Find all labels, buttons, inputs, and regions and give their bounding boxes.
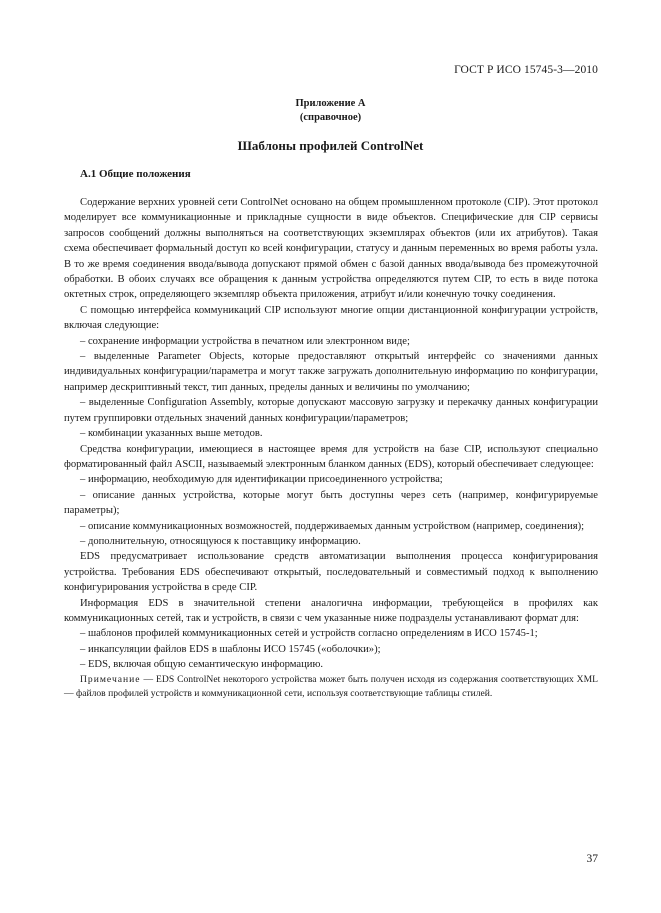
- page-number: 37: [586, 853, 598, 865]
- list-item: – информацию, необходимую для идентификации присоединенного устройства;: [80, 474, 443, 486]
- list-item: – EDS, включая общую семантическую информацию.: [80, 659, 324, 671]
- annex-title: Приложение А: [295, 98, 366, 109]
- paragraph: Информация EDS в значительной степени аналогична информации, требующейся в профилях как коммуникационных сетей, так и устройств, в связи с чем указанные ниже подразделы устанавливают формат для:: [64, 597, 598, 624]
- paragraph: С помощью интерфейса коммуникаций CIP используют многие опции дистанционной конфигурации устройств, включая следующие:: [64, 304, 598, 332]
- list-item: – комбинации указанных выше методов.: [80, 428, 263, 440]
- list-item: – инкапсуляции файлов EDS в шаблоны ИСО 15745 («оболочки»);: [80, 643, 381, 655]
- section-title: А.1 Общие положения: [80, 168, 191, 180]
- paragraph: EDS предусматривает использование средств автоматизации выполнения процесса конфигурирования устройства. Требования EDS обеспечивают открытый, последовательный и совместимый подход к выполнению конфигурирования устройства в среде CIP.: [64, 551, 598, 594]
- page-title: Шаблоны профилей ControlNet: [237, 138, 424, 153]
- note: [64, 673, 598, 701]
- document-header: ГОСТ Р ИСО 15745-3—2010: [454, 64, 598, 76]
- paragraph: Содержание верхних уровней сети ControlNet основано на общем промышленном протоколе (CIP). Этот протокол моделирует все коммуникационные и прикладные сущности в виде объектов. Специфические для CIP сервисы запросов сообщений должны выполняться на соответствующих экземплярах объектов (или их атрибутов). Такая схема обеспечивает формальный доступ ко всей конфигурации, статусу и данным переменных во время работы узла. В то же время соединения ввода/вывода допускают прямой обмен с базой данных ввода/вывода без промежуточной обработки. В обоих случаях все обращения к данным устройства определяются путем CIP, то есть в виде потока октетных строк, определяющего экземпляр объекта приложения, атрибут и/или конечную точку соединения.: [64, 197, 598, 301]
- list-item: – описание данных устройства, которые могут быть доступны через сеть (например, конфигурируемые параметры);: [64, 489, 598, 517]
- list-item: – сохранение информации устройства в печатном или электронном виде;: [80, 335, 410, 347]
- body-text: [64, 195, 598, 701]
- annex-subtitle: (справочное): [299, 112, 362, 123]
- note-label: Примечание: [80, 673, 141, 685]
- list-item: – дополнительную, относящуюся к поставщику информацию.: [80, 535, 361, 547]
- list-item: – описание коммуникационных возможностей, поддерживаемых данным устройством (например, соединения);: [80, 520, 585, 532]
- note-text: — EDS ControlNet некоторого устройства может быть получен исходя из содержания соответствующих XML — файлов профилей устройств и коммуникационной сети, используя соответствующие таблицы стилей.: [64, 673, 598, 699]
- list-item: – выделенные Parameter Objects, которые предоставляют открытый интерфейс со значениями данных индивидуальных конфигурации/параметра и могут также загружать дополнительную информацию по конфигурации, например дескриптивный текст, тип данных, пределы данных и величины по умолчанию;: [64, 351, 598, 393]
- paragraph: Средства конфигурации, имеющиеся в настоящее время для устройств на базе CIP, используют специально форматированный файл ASCII, называемый электронным бланком данных (EDS), который обеспечивает следующее:: [64, 443, 598, 470]
- annex-heading: [0, 97, 661, 125]
- list-item: – выделенные Configuration Assembly, которые допускают массовую загрузку и перекачку данных конфигурации путем группировки отдельных значений данных конфигурации/параметров;: [64, 397, 598, 424]
- list-item: – шаблонов профилей коммуникационных сетей и устройств согласно определениям в ИСО 15745-1;: [80, 628, 538, 640]
